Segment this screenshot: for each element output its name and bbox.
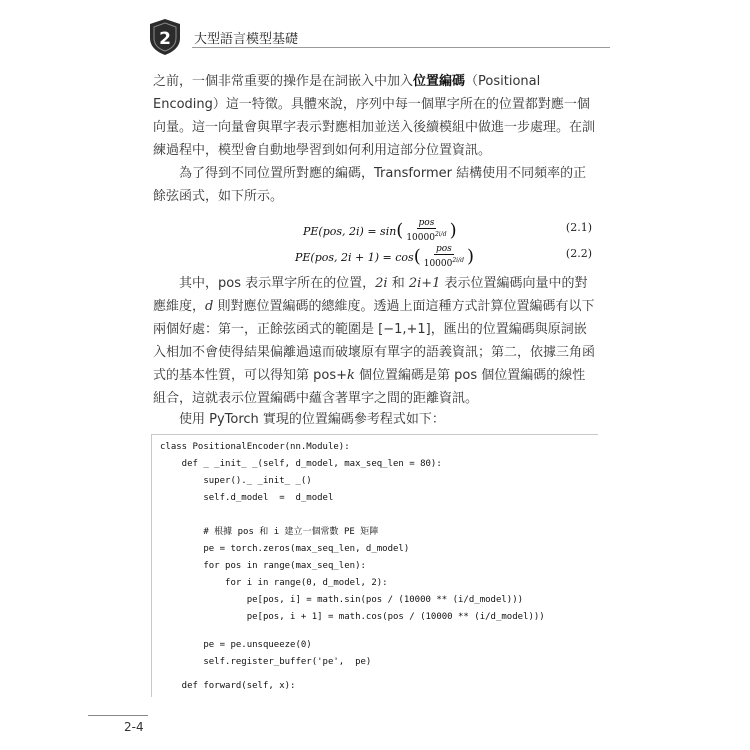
code-line: pe = torch.zeros(max_seq_len, d_model) bbox=[160, 544, 410, 554]
para1-bold-term: 位置編碼 bbox=[413, 74, 466, 89]
para3-var-d: d bbox=[205, 299, 214, 314]
paragraph-encoding-explanation bbox=[153, 272, 595, 410]
code-line: super()._ _init_ _() bbox=[160, 476, 312, 486]
para3-text: 則對應位置編碼的總維度。透過上面這種方式計算位置編碼有以下兩個好處：第一，正餘弦函式的範圍是 [−1,+1]，匯出的位置編碼與原詞嵌入相加不會使得結果偏離過遠而破壞原有單字的語義資訊；第二，依據三角函式的基本性質，可以得知第 pos+ bbox=[153, 299, 596, 383]
shield-icon bbox=[148, 18, 182, 56]
chapter-number: 2 bbox=[159, 29, 171, 49]
para3-text: 個位置編碼是第 pos 個位置編碼的線性組合，這就表示位置編碼中蘊含著單字之間的距離資訊。 bbox=[153, 368, 586, 406]
paragraph-formula-intro: 為了得到不同位置所對應的編碼，Transformer 結構使用不同頻率的正餘弦函式，如下所示。 bbox=[153, 166, 587, 204]
footer-divider bbox=[88, 715, 148, 716]
code-line: pe = pe.unsqueeze(0) bbox=[160, 640, 312, 650]
equation-denominator-base: 10000 bbox=[406, 233, 435, 243]
paragraph-positional-encoding-intro bbox=[153, 70, 595, 162]
equation-lhs: PE(pos, 2i + 1) = cos bbox=[295, 250, 414, 264]
code-comment-line: # 根據 pos 和 i 建立一個常數 PE 矩陣 bbox=[160, 527, 379, 537]
equation-2-2: PE(pos, 2i + 1) = cos ​( $\frac{\text{pos}}{10000^{2i/d}}$ ) (2.2) bbox=[295, 244, 592, 269]
equation-denominator-exponent: 2i/d bbox=[452, 257, 464, 264]
para1-text-end: （Positional Encoding）這一特徵。具體來說，序列中每一個單字所在的位置都對應一個向量。這一向量會與單字表示對應相加並送入後續模組中做進一步處理。在訓練過程中，模型會自動地學習到如何利用這部分位置資訊。 bbox=[153, 74, 596, 158]
paragraph-code-intro: 使用 PyTorch 實現的位置編碼參考程式如下： bbox=[179, 412, 445, 427]
para3-var-k: k bbox=[347, 368, 355, 383]
code-line: self.register_buffer('pe', pe) bbox=[160, 657, 372, 667]
equation-denominator-base: 10000 bbox=[423, 259, 453, 269]
equation-number: (2.2) bbox=[565, 247, 592, 260]
code-line: def forward(self, x): bbox=[160, 681, 296, 691]
header-divider bbox=[192, 47, 610, 48]
para3-var-2i: 2i bbox=[375, 276, 388, 291]
equation-numerator: pos bbox=[418, 218, 435, 228]
equation-2-1: PE(pos, 2i) = sin ​( $\frac{\text{pos}}{10000^{2i/d}}$ ) (2.1) bbox=[303, 218, 592, 243]
para3-text: 其中，pos 表示單字所在的位置， bbox=[179, 276, 376, 291]
code-line: pe[pos, i] = math.sin(pos / (10000 ** (i/d_model))) bbox=[160, 595, 524, 605]
equation-numerator: pos bbox=[435, 244, 452, 254]
equation-lhs: PE(pos, 2i) = sin bbox=[303, 224, 397, 238]
para1-text-start: 之前，一個非常重要的操作是在詞嵌入中加入 bbox=[153, 74, 414, 89]
chapter-badge bbox=[148, 18, 182, 56]
code-line: def _ _init_ _(self, d_model, max_seq_len = 80): bbox=[160, 459, 442, 469]
code-line: for i in range(0, d_model, 2): bbox=[160, 578, 388, 588]
code-line: class PositionalEncoder(nn.Module): bbox=[160, 442, 350, 452]
code-block bbox=[151, 434, 598, 697]
para3-text: 和 bbox=[387, 276, 409, 291]
para3-var-2i-plus-1: 2i+1 bbox=[408, 276, 441, 291]
code-line: for pos in range(max_seq_len): bbox=[160, 561, 366, 571]
code-line: self.d_model = d_model bbox=[160, 493, 334, 503]
equation-denominator-exponent: 2i/d bbox=[434, 231, 447, 238]
page-number: 2-4 bbox=[124, 720, 144, 734]
code-line: pe[pos, i + 1] = math.cos(pos / (10000 ** (i/d_model))) bbox=[160, 612, 545, 622]
equation-number: (2.1) bbox=[565, 221, 592, 234]
chapter-title: 大型語言模型基礎 bbox=[194, 32, 299, 47]
para3-text: 表示位置編碼向量中的對應維度， bbox=[153, 276, 588, 314]
